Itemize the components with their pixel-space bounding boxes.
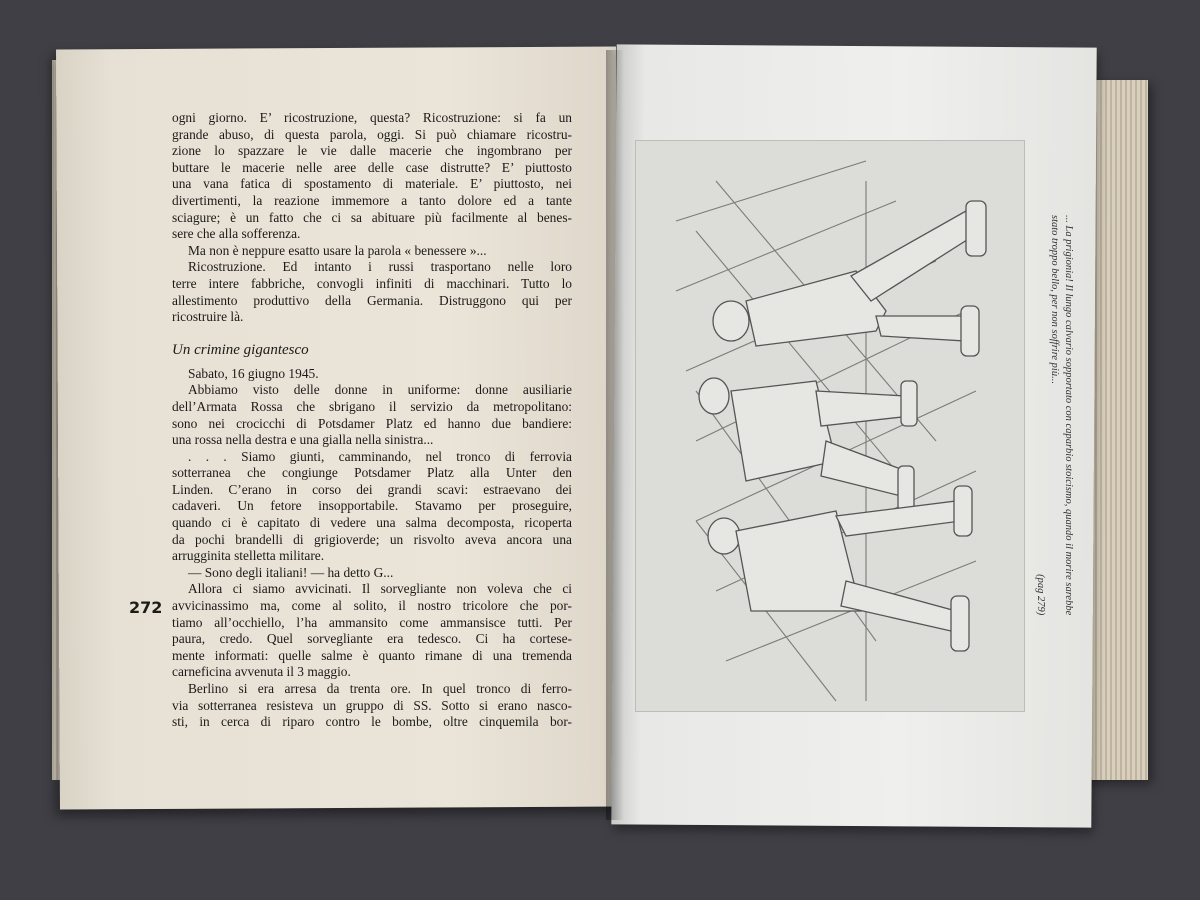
text-line: . . . Siamo giunti, camminando, nel tronco di ferrovia xyxy=(188,448,572,464)
text-line: ricostruire là. xyxy=(172,309,244,325)
text-line: sti, in cerca di riparo contro le bombe, oltre cinquemila bor- xyxy=(172,714,572,730)
text-line: da pochi brandelli di grigioverde; un risvolto aveva ancora una xyxy=(172,531,572,547)
text-line: Abbiamo visto delle donne in uniforme: donne ausiliarie xyxy=(188,382,572,398)
text-line: ogni giorno. E’ ricostruzione, questa? Ricostruzione: si fa un xyxy=(172,110,572,125)
section-title: Un crimine gigantesco xyxy=(172,341,309,358)
page-number: 272 xyxy=(129,598,163,617)
text-line: sere che alla sofferenza. xyxy=(172,226,301,242)
text-line: sciagure; è un fatto che ci sa abituare più facilmente al benes- xyxy=(172,209,572,225)
text-line: Ricostruzione. Ed intanto i russi trasportano nelle loro xyxy=(188,259,572,275)
text-line: — Sono degli italiani! — ha detto G... xyxy=(188,564,394,580)
text-line: terre intere fabbriche, convogli infiniti di macchinari. Tutto lo xyxy=(172,275,572,291)
text-line: dell’Armata Rossa che sbrigano il servizio da metropolitano: xyxy=(172,398,572,414)
text-line: paura, credo. Quel sorvegliante era tedesco. Ci ha cortese- xyxy=(172,631,572,647)
text-line: avvicinassimo ma, come al solito, il nostro tricolore che por- xyxy=(172,598,572,614)
caption-line-1: ... La prigionia! Il lungo calvario sopportato con caparbio stoicismo, quando il morire sarebbe xyxy=(1063,215,1074,616)
text-line: sono nei crocicchi di Potsdamer Platz ed hanno due bandiere: xyxy=(172,415,572,431)
text-line: sotterranea che congiunge Potsdamer Platz alla Unter den xyxy=(172,465,572,481)
text-line: Sabato, 16 giugno 1945. xyxy=(188,365,319,381)
caption-page-ref: (pag 279) xyxy=(1035,574,1046,616)
paragraph-block-1 xyxy=(172,110,572,326)
text-line: Allora ci siamo avvicinati. Il sorvegliante non voleva che ci xyxy=(188,581,572,597)
paragraph-block-2 xyxy=(172,366,572,731)
text-line: mente informati: quelle salme è quanto rimane di una tremenda xyxy=(172,647,572,663)
text-line: buttare le macerie nelle aree delle case distrutte? E’ piuttosto xyxy=(172,159,572,175)
text-line: una vana fatica di spostamento di materiale. E’ piuttosto, nei xyxy=(172,176,572,192)
text-line: via sotterranea resisteva un gruppo di SS. Sotto si erano nasco- xyxy=(172,697,572,713)
text-line: arrugginita stelletta militare. xyxy=(172,548,325,564)
text-line: quando ci è capitato di vedere una salma decomposta, ricoperta xyxy=(172,515,572,531)
text-line: carneficina avvenuta il 3 maggio. xyxy=(172,664,351,680)
text-line: grande abuso, di questa parola, oggi. Si può chiamare ricostru- xyxy=(172,126,572,142)
text-line: divertimenti, la reazione immemore a tanto dolore ed a tante xyxy=(172,192,572,208)
illustration-caption xyxy=(1033,215,1075,615)
text-line: Linden. C’erano in corso dei grandi scavi: estraevano dei xyxy=(172,481,572,497)
text-line: una rossa nella destra e una gialla nella sinistra... xyxy=(172,432,434,448)
illustration-plate xyxy=(635,140,1025,712)
text-line: zione lo spazzare le vie dalle macerie che ingombrano per xyxy=(172,143,572,159)
caption-line-2: stato troppo bello, per non soffrire più... xyxy=(1049,215,1060,384)
left-page-text xyxy=(172,110,572,731)
prisoners-drawing xyxy=(636,141,1024,711)
text-line: allestimento produttivo della Germania. Distruggono qui per xyxy=(172,292,572,308)
text-line: Berlino si era arresa da trenta ore. In quel tronco di ferro- xyxy=(188,681,572,696)
text-line: tiamo all’occhiello, l’ha ammansito come ammansisce tutti. Per xyxy=(172,614,572,630)
text-line: cadaveri. Un fetore insopportabile. Stavamo per proseguire, xyxy=(172,498,572,514)
book-gutter-shadow xyxy=(606,50,624,820)
text-line: Ma non è neppure esatto usare la parola « benessere »... xyxy=(188,242,487,258)
